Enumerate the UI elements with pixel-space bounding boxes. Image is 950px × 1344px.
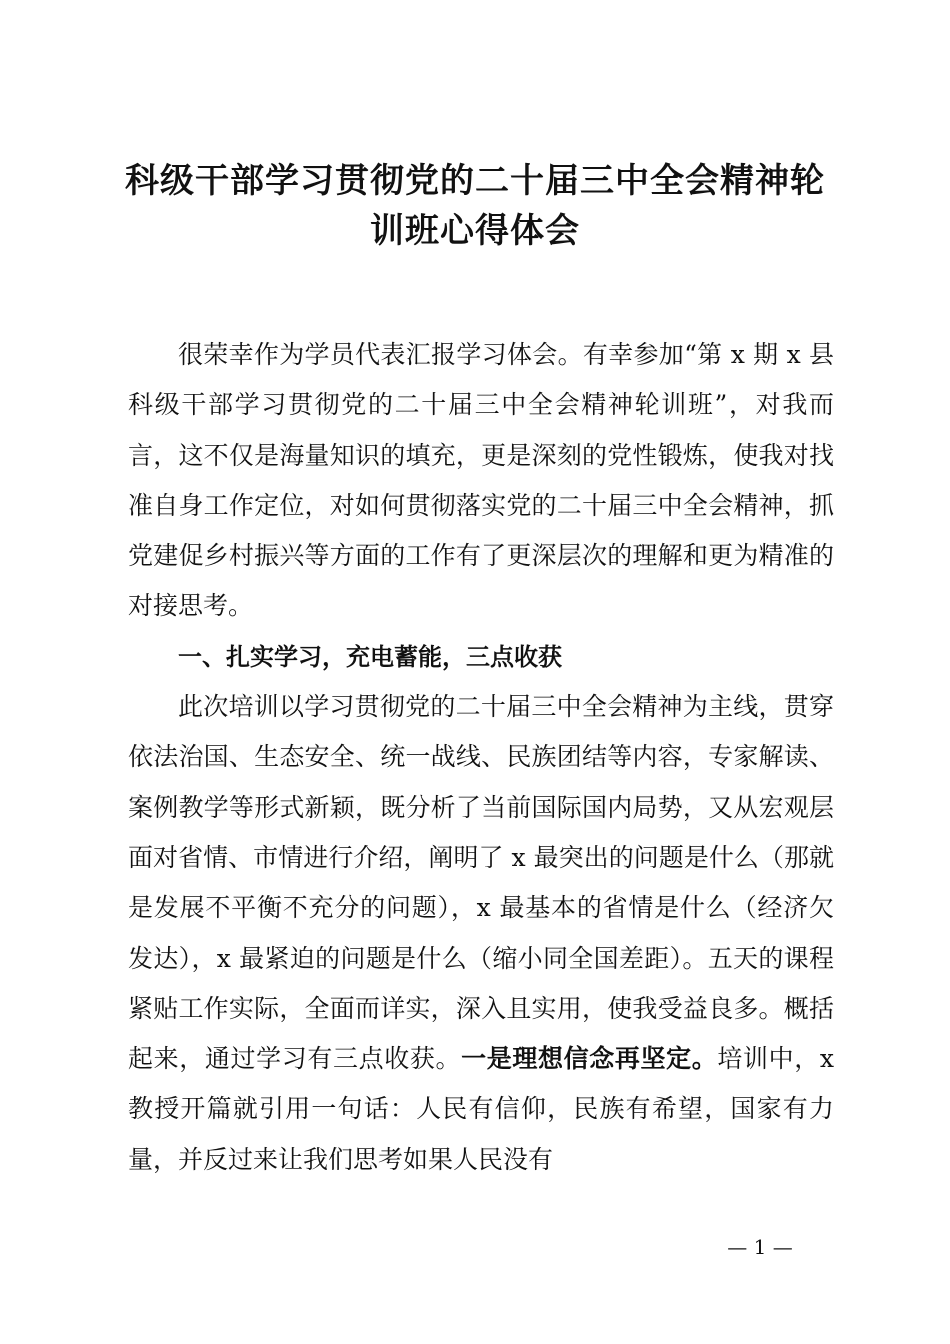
document-body — [128, 330, 834, 1185]
title-line-2: 训班心得体会 — [370, 211, 580, 251]
intro-paragraph: 很荣幸作为学员代表汇报学习体会。有幸参加“第 x 期 x 县科级干部学习贯彻党的二十届三中全会精神轮训班”，对我而言，这不仅是海量知识的填充，更是深刻的党性锻炼，使我对找准自身工作定位，对如何贯彻落实党的二十届三中全会精神，抓党建促乡村振兴等方面的工作有了更深层次的理解和更为精准的对接思考。 — [128, 340, 834, 621]
section-1-text-a: 此次培训以学习贯彻党的二十届三中全会精神为主线，贯穿依法治国、生态安全、统一战线、民族团结等内容，专家解读、案例教学等形式新颖，既分析了当前国际国内局势，又从宏观层面对省情、市情进行介绍，阐明了 x 最突出的问题是什么（那就是发展不平衡不充分的问题），x 最基本的省情是什么（经济欠发达），x 最紧迫的问题是什么（缩小同全国差距）。五天的课程紧贴工作实际，全面而详实，深入且实用，使我受益良多。概括起来，通过学习有三点收获。 — [128, 692, 834, 1074]
document-title — [100, 156, 850, 256]
title-line-1: 科级干部学习贯彻党的二十届三中全会精神轮 — [125, 161, 825, 201]
section-1-bold-point: 一是理想信念再坚定。 — [461, 1044, 718, 1074]
section-1-paragraph — [128, 682, 834, 1185]
page-number: — 1 — — [727, 1235, 793, 1259]
section-1-text-b: 培训中，x 教授开篇就引用一句话：人民有信仰，民族有希望，国家有力量，并反过来让我们思考如果人民没有 — [128, 1044, 834, 1174]
section-1-heading: 一、扎实学习，充电蓄能，三点收获 — [178, 642, 562, 671]
